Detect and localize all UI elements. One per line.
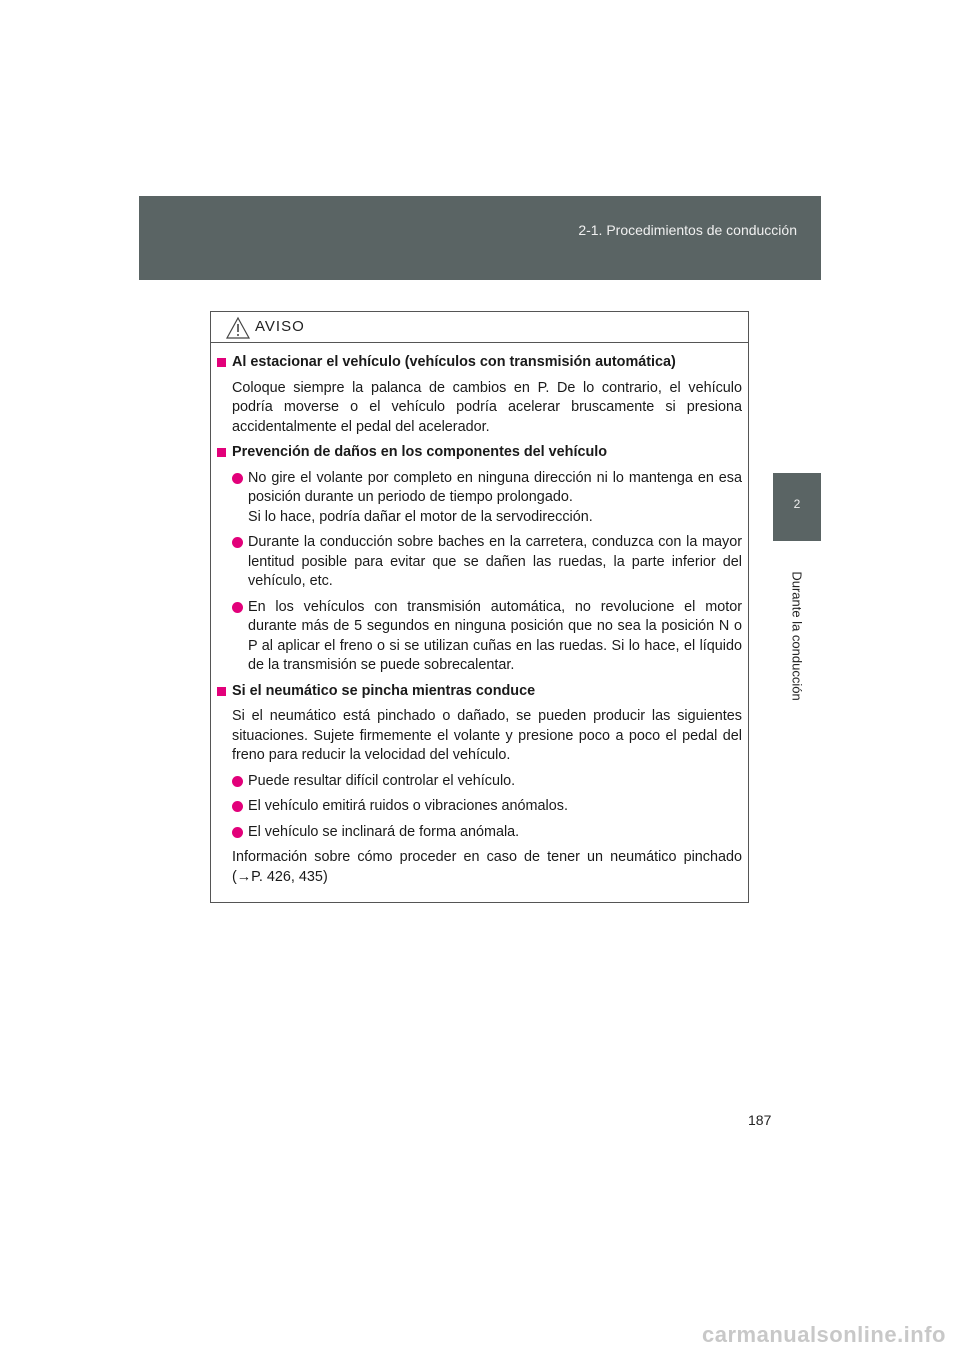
chapter-tab-label <box>773 541 821 731</box>
list-item-text: Puede resultar difícil controlar el vehículo. <box>248 772 516 789</box>
square-bullet-icon <box>217 687 226 696</box>
list-item <box>232 469 742 528</box>
chapter-label: Durante la conducción <box>789 571 805 701</box>
list-item-text: No gire el volante por completo en ninguna dirección ni lo mantenga en esa posición durante un periodo de tiempo prolongado. <box>248 469 742 505</box>
closing-paragraph: Información sobre cómo proceder en caso de tener un neumático pinchado (→P. 426, 435) <box>232 849 742 885</box>
square-bullet-icon <box>217 448 226 457</box>
paragraph: Coloque siempre la palanca de cambios en P. De lo contrario, el vehículo podría moverse o el vehículo podría acelerar bruscamente si presiona accidentalmente el pedal del acelerador. <box>232 379 742 435</box>
section-header-band <box>139 196 821 280</box>
dot-bullet-icon <box>232 537 243 548</box>
warning-triangle-icon <box>225 316 251 340</box>
list-item <box>232 823 742 843</box>
square-bullet-icon <box>217 358 226 367</box>
page-number: 187 <box>748 1112 772 1128</box>
dot-bullet-icon <box>232 776 243 787</box>
dot-bullet-icon <box>232 827 243 838</box>
list-item <box>232 533 742 592</box>
list-item-text: El vehículo emitirá ruidos o vibraciones anómalos. <box>248 798 568 814</box>
warning-body <box>211 343 748 887</box>
section-heading <box>215 353 742 373</box>
section-heading <box>215 443 742 463</box>
list-item-text: El vehículo se inclinará de forma anómala. <box>248 823 520 840</box>
list-item-text: Si lo hace, podría dañar el motor de la servodirección. <box>248 508 593 525</box>
chapter-tab-number <box>773 473 821 541</box>
chapter-number: 2 <box>793 497 801 511</box>
heading-text: Si el neumático se pincha mientras conduce <box>232 682 536 699</box>
section-heading <box>215 682 742 702</box>
warning-label: AVISO <box>255 318 305 335</box>
heading-text: Prevención de daños en los componentes del vehículo <box>232 444 608 460</box>
section-title: 2-1. Procedimientos de conducción <box>578 222 797 238</box>
dot-bullet-icon <box>232 801 243 812</box>
dot-bullet-icon <box>232 602 243 613</box>
paragraph: Si el neumático está pinchado o dañado, se pueden producir las siguientes situaciones. Sujete firmemente el volante y presione poco a poco el pedal del freno para reducir la velocidad del vehículo. <box>232 708 742 763</box>
list-item-text: En los vehículos con transmisión automática, no revolucione el motor durante más de 5 segundos en ninguna posición que no sea la posición N o P al aplicar el freno o si se utilizan cuñas en las ruedas. Si lo hace, el líquido de la transmisión se puede sobrecalentar. <box>248 598 742 673</box>
list-item-text: Durante la conducción sobre baches en la carretera, conduzca con la mayor lentitud posible para evitar que se dañen las ruedas, la parte inferior del vehículo, etc. <box>248 534 742 589</box>
watermark: carmanualsonline.info <box>702 1322 946 1347</box>
list-item <box>232 772 742 792</box>
dot-bullet-icon <box>232 473 243 484</box>
heading-text: Al estacionar el vehículo (vehículos con transmisión automática) <box>232 354 676 370</box>
list-item <box>232 797 742 817</box>
warning-box <box>210 311 749 903</box>
warning-header <box>211 312 748 343</box>
list-item <box>232 598 742 676</box>
